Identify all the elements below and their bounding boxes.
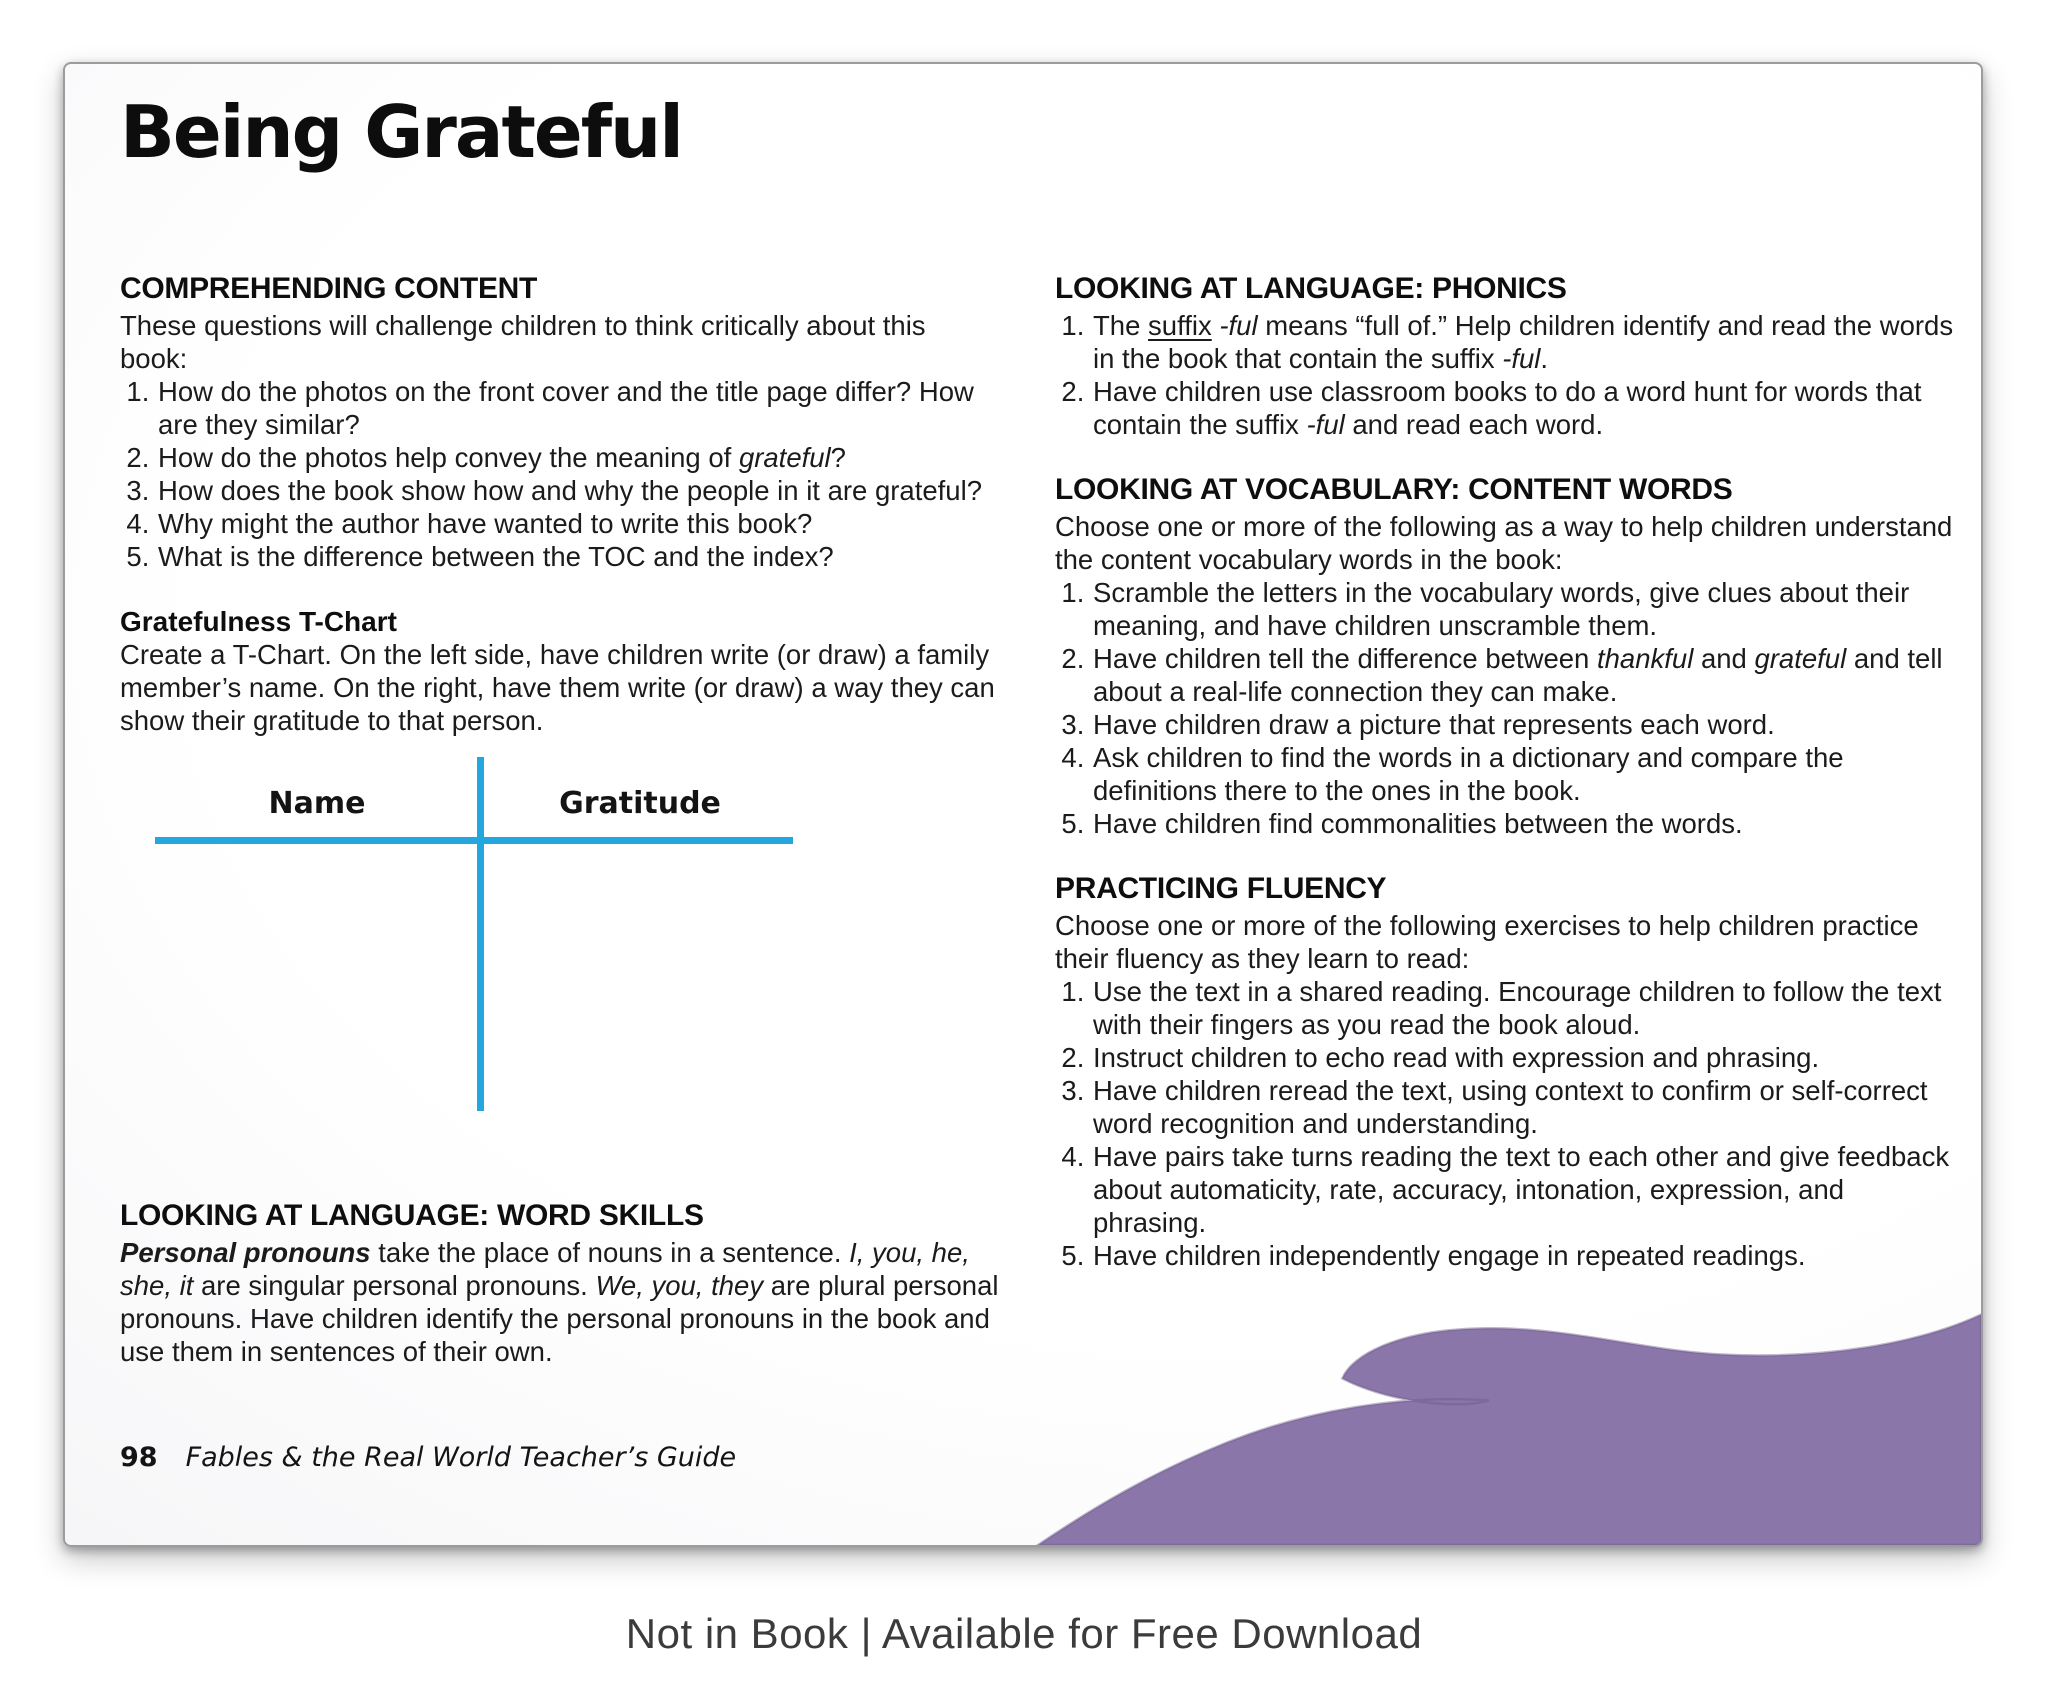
text-run: How do the photos help convey the meaning of <box>158 442 739 473</box>
text-run: and read each word. <box>1344 409 1604 440</box>
section-phonics <box>1055 272 1960 441</box>
left-column <box>120 272 1000 1368</box>
page-footer <box>120 1442 736 1473</box>
t-chart-gratitude-label: Gratitude <box>559 786 721 821</box>
t-chart-vertical-line <box>477 757 484 1111</box>
list-item <box>1092 975 1960 1041</box>
list-item <box>1092 807 1960 840</box>
list-item <box>1092 375 1960 441</box>
list-item <box>157 540 1000 573</box>
text-run: Why might the author have wanted to write this book? <box>158 508 813 539</box>
t-chart-name-label: Name <box>268 786 366 821</box>
italic-text: -ful <box>1502 343 1541 374</box>
text-run: Have children use classroom books to do a word hunt for words that contain the suffix <box>1093 376 1922 440</box>
text-run: Instruct children to echo read with expression and phrasing. <box>1093 1042 1820 1073</box>
section-heading: COMPREHENDING CONTENT <box>120 272 538 305</box>
section-vocabulary <box>1055 473 1960 840</box>
section-intro: These questions will challenge children to think critically about this book: <box>120 310 926 374</box>
italic-text: I, you, he, she, it <box>120 1237 970 1301</box>
text-run: are plural personal pronouns. Have children identify the personal pronouns in the book and use them in sentences of their own. <box>120 1270 999 1367</box>
section-word-skills <box>120 1199 1000 1368</box>
vocabulary-list <box>1055 576 1960 840</box>
italic-text: grateful <box>738 442 831 473</box>
right-column <box>1055 272 1960 1272</box>
text-run: Have children find commonalities between the words. <box>1093 808 1743 839</box>
section-intro: Choose one or more of the following exercises to help children practice their fluency as they learn to read: <box>1055 910 1919 974</box>
availability-caption: Not in Book | Available for Free Download <box>625 1610 1423 1657</box>
text-run: Have pairs take turns reading the text to each other and give feedback about automaticity, rate, accuracy, intonation, expression, and phrasing. <box>1093 1141 1950 1238</box>
fluency-list <box>1055 975 1960 1272</box>
text-run: ? <box>830 442 846 473</box>
subsection-heading: Gratefulness T-Chart <box>120 606 397 637</box>
text-run: Have children reread the text, using context to confirm or self-correct word recognition and understanding. <box>1093 1075 1928 1139</box>
section-comprehending-content <box>120 272 1000 573</box>
list-item <box>1092 741 1960 807</box>
book-title: Fables & the Real World Teacher’s Guide <box>185 1442 737 1473</box>
text-run: take the place of nouns in a sentence. <box>370 1237 850 1268</box>
section-heading: PRACTICING FLUENCY <box>1055 872 1387 905</box>
question-list <box>120 375 1000 573</box>
italic-text: grateful <box>1754 643 1847 674</box>
section-heading: LOOKING AT VOCABULARY: CONTENT WORDS <box>1055 473 1733 506</box>
italic-text: thankful <box>1596 643 1694 674</box>
text-run: How do the photos on the front cover and the title page differ? How are they similar? <box>158 376 974 440</box>
list-item <box>1092 309 1960 375</box>
text-run: are singular personal pronouns. <box>193 1270 596 1301</box>
section-gratefulness-tchart <box>120 605 1000 1123</box>
bold-italic-text: Personal pronouns <box>120 1237 371 1268</box>
page-number: 98 <box>120 1442 158 1473</box>
section-heading: LOOKING AT LANGUAGE: WORD SKILLS <box>120 1199 704 1232</box>
page-title: Being Grateful <box>120 90 682 174</box>
list-item <box>1092 1140 1960 1239</box>
text-run: Scramble the letters in the vocabulary words, give clues about their meaning, and have children unscramble them. <box>1093 577 1910 641</box>
subsection-body: Create a T-Chart. On the left side, have children write (or draw) a family member’s name. On the right, have them write (or draw) a way they can show their gratitude to that person. <box>120 639 995 736</box>
underlined-text: suffix <box>1148 310 1212 341</box>
phonics-list <box>1055 309 1960 441</box>
section-body <box>120 1236 1000 1368</box>
section-intro: Choose one or more of the following as a way to help children understand the content vocabulary words in the book: <box>1055 511 1953 575</box>
italic-text: We, you, they <box>595 1270 764 1301</box>
text-run: Ask children to find the words in a dictionary and compare the definitions there to the ones in the book. <box>1093 742 1844 806</box>
list-item <box>1092 1041 1960 1074</box>
text-run: and tell about a real-life connection they can make. <box>1093 643 1943 707</box>
text-run: The <box>1093 310 1149 341</box>
text-run: Have children independently engage in repeated readings. <box>1093 1240 1806 1271</box>
text-run: What is the difference between the TOC and the index? <box>158 541 834 572</box>
italic-text: -ful <box>1219 310 1258 341</box>
text-run: Have children draw a picture that represents each word. <box>1093 709 1775 740</box>
section-fluency <box>1055 872 1960 1272</box>
list-item <box>1092 708 1960 741</box>
text-run: and <box>1693 643 1755 674</box>
teachers-guide-page <box>63 62 1983 1547</box>
list-item <box>1092 1239 1960 1272</box>
t-chart-horizontal-line <box>155 837 793 844</box>
italic-text: -ful <box>1306 409 1345 440</box>
text-run: How does the book show how and why the people in it are grateful? <box>158 475 982 506</box>
list-item <box>1092 576 1960 642</box>
list-item <box>157 375 1000 441</box>
section-heading: LOOKING AT LANGUAGE: PHONICS <box>1055 272 1567 305</box>
list-item <box>1092 1074 1960 1140</box>
t-chart <box>120 751 1000 1123</box>
list-item <box>1092 642 1960 708</box>
list-item <box>157 441 1000 474</box>
text-run: Use the text in a shared reading. Encourage children to follow the text with their fingers as you read the book aloud. <box>1093 976 1942 1040</box>
text-run: Have children tell the difference between <box>1093 643 1597 674</box>
list-item <box>157 507 1000 540</box>
text-run: means “full of.” Help children identify and read the words in the book that contain the suffix <box>1093 310 1954 374</box>
text-run: . <box>1540 343 1549 374</box>
list-item <box>157 474 1000 507</box>
